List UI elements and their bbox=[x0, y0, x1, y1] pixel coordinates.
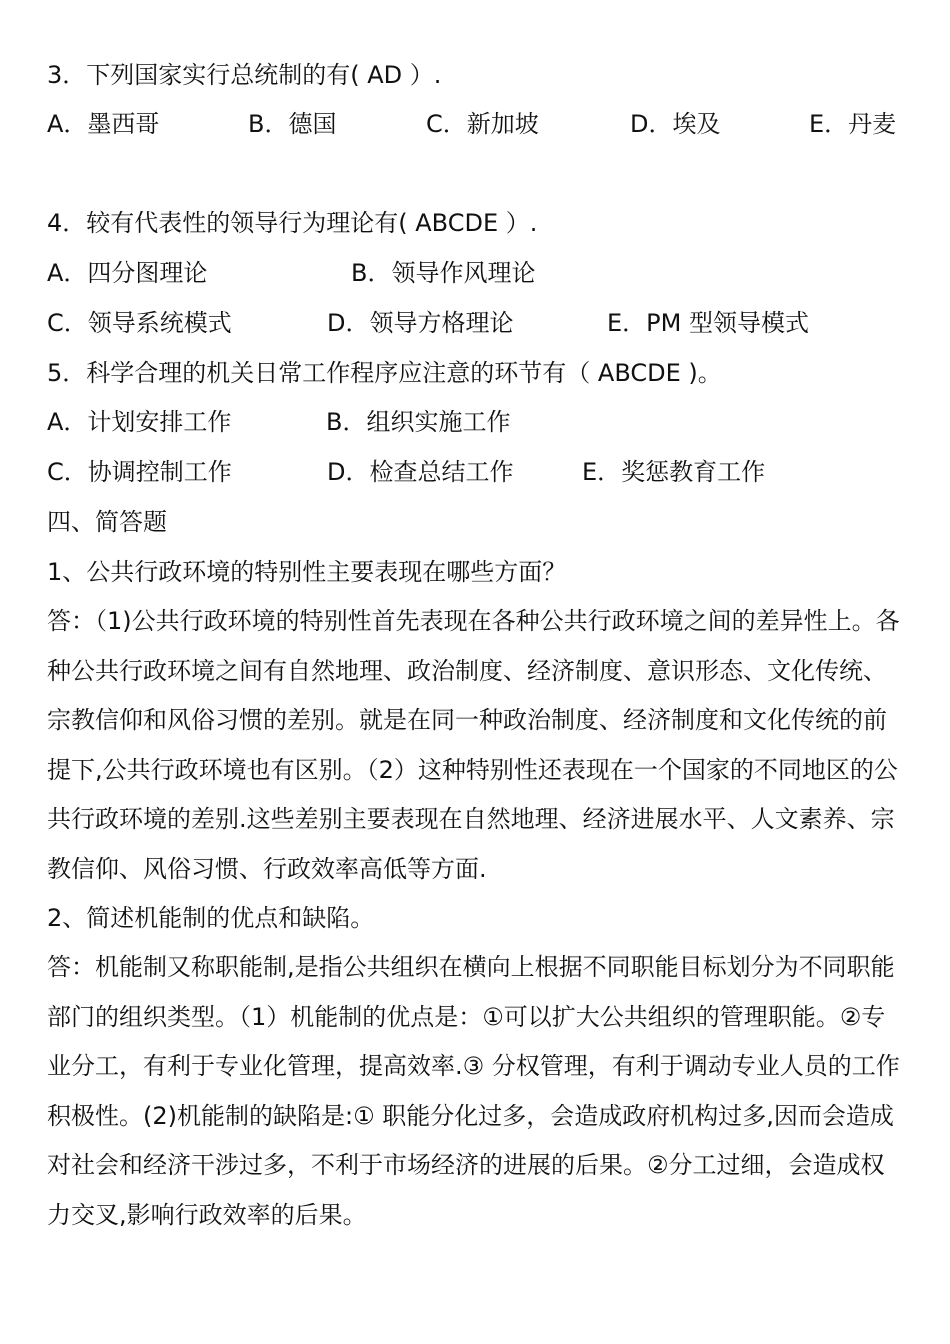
section-title: 四、简答题 bbox=[47, 508, 167, 536]
option-d: D．领导方格理论 bbox=[327, 309, 514, 337]
option-c: C．领导系统模式 bbox=[47, 309, 232, 337]
question-5-stem: 5．科学合理的机关日常工作程序应注意的环节有（ ABCDE )。 bbox=[47, 359, 722, 387]
option-e: E．奖惩教育工作 bbox=[582, 458, 766, 486]
short-answer-2: 答：机能制又称职能制,是指公共组织在横向上根据不同职能目标划分为不同职能部门的组织类型。（1）机能制的优点是：①可以扩大公共组织的管理职能。②专业分工，有利于专业化管理，提高效率.③ 分权管理，有利于调动专业人员的工作积极性。(2)机能制的缺陷是:① 职能分化过多，会造成政府机构过多,因而会造成对社会和经济干涉过多，不利于市场经济的进展的后果。②分工过细，会造成权力交叉,影响行政效率的后果。 bbox=[47, 953, 900, 1229]
option-d: D．埃及 bbox=[630, 110, 721, 138]
option-b: B．领导作风理论 bbox=[351, 259, 536, 287]
option-d: D．检查总结工作 bbox=[327, 458, 514, 486]
option-b: B．德国 bbox=[248, 110, 337, 138]
short-answer-1: 答：（1)公共行政环境的特别性首先表现在各种公共行政环境之间的差异性上。各种公共行政环境之间有自然地理、政治制度、经济制度、意识形态、文化传统、宗教信仰和风俗习惯的差别。就是在同一种政治制度、经济制度和文化传统的前提下,公共行政环境也有区别。（2）这种特别性还表现在一个国家的不同地区的公共行政环境的差别.这些差别主要表现在自然地理、经济进展水平、人文素养、宗教信仰、风俗习惯、行政效率高低等方面. bbox=[47, 607, 900, 883]
short-question-1: 1、公共行政环境的特别性主要表现在哪些方面？ bbox=[47, 558, 567, 586]
option-a: A．计划安排工作 bbox=[47, 408, 232, 436]
question-3-stem: 3．下列国家实行总统制的有( AD ）. bbox=[47, 61, 442, 89]
option-a: A．墨西哥 bbox=[47, 110, 160, 138]
option-e: E．丹麦 bbox=[809, 110, 897, 138]
short-question-2: 2、简述机能制的优点和缺陷。 bbox=[47, 904, 375, 932]
option-e: E．PM 型领导模式 bbox=[607, 309, 809, 337]
question-4-stem: 4．较有代表性的领导行为理论有( ABCDE ）. bbox=[47, 209, 538, 237]
option-b: B．组织实施工作 bbox=[326, 408, 511, 436]
option-c: C．新加坡 bbox=[426, 110, 539, 138]
option-a: A．四分图理论 bbox=[47, 259, 208, 287]
option-c: C．协调控制工作 bbox=[47, 458, 232, 486]
